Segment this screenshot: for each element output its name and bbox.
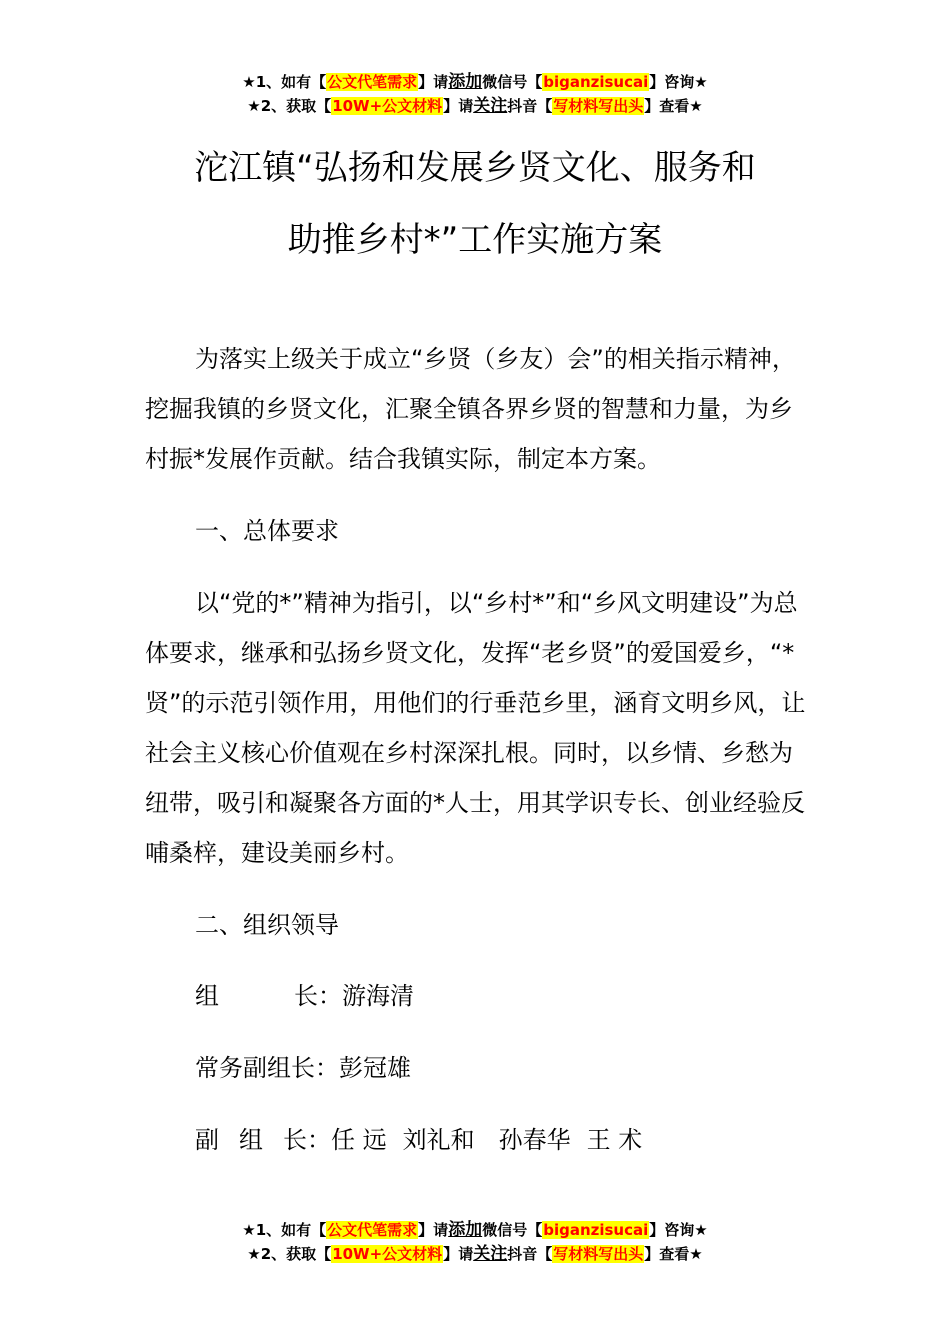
promo-text: 抖音【 <box>507 97 553 115</box>
promo-line-2 <box>0 1242 950 1266</box>
promo-line-1 <box>0 70 950 94</box>
promo-line-1 <box>0 1218 950 1242</box>
promo-banner-bottom <box>0 1218 950 1266</box>
deputies-label-char: 长： <box>283 1126 331 1154</box>
promo-text: 】请 <box>418 1221 449 1239</box>
promo-text: 】查看★ <box>644 1245 703 1263</box>
leader-label-char: 长： <box>294 982 342 1010</box>
leader-name: 游海清 <box>342 982 414 1010</box>
deputy-name: 孙春华 <box>498 1126 571 1154</box>
promo-text: 微信号【 <box>482 73 543 91</box>
promo-douyin-id: 写材料写出头 <box>553 1245 644 1263</box>
promo-text: ★1、如有【 <box>242 73 327 91</box>
promo-highlight: 10W+公文材料 <box>332 1245 443 1263</box>
promo-text: 】请 <box>418 73 449 91</box>
promo-highlight: 10W+公文材料 <box>332 97 443 115</box>
deputies-row <box>195 1115 642 1165</box>
leader-label-char: 组 <box>195 982 219 1010</box>
promo-text: 】查看★ <box>644 97 703 115</box>
document-title-line-2: 助推乡村*”工作实施方案 <box>287 220 663 260</box>
section-1-heading-text: 一、总体要求 <box>195 517 339 545</box>
deputy-name: 王 术 <box>586 1126 643 1154</box>
section-2-heading-text: 二、组织领导 <box>195 911 339 939</box>
promo-text: 】咨询★ <box>649 73 708 91</box>
promo-line-2 <box>0 94 950 118</box>
intro-text: 为落实上级关于成立“乡贤（乡友）会”的相关指示精神，挖掘我镇的乡贤文化，汇聚全镇各界乡贤的智慧和力量，为乡村振*发展作贡献。结合我镇实际，制定本方案。 <box>145 345 796 473</box>
section-2-heading <box>145 900 810 950</box>
promo-highlight: 公文代笔需求 <box>327 73 418 91</box>
promo-wechat-id: biganzisucai <box>543 1221 649 1239</box>
promo-emphasis: 关注 <box>473 1244 508 1264</box>
executive-deputy-label: 常务副组长： <box>195 1054 339 1082</box>
promo-text: 】请 <box>443 97 474 115</box>
promo-text: 】请 <box>443 1245 474 1263</box>
promo-wechat-id: biganzisucai <box>543 73 649 91</box>
promo-text: 】咨询★ <box>649 1221 708 1239</box>
section-1-body <box>145 578 810 878</box>
document-title-line-1: 沱江镇“弘扬和发展乡贤文化、服务和 <box>194 148 756 188</box>
executive-deputy-name: 彭冠雄 <box>339 1054 411 1082</box>
deputy-name: 任 远 <box>331 1126 387 1154</box>
section-1-body-text: 以“党的*”精神为指引，以“乡村*”和“乡风文明建设”为总体要求，继承和弘扬乡贤文化，发挥“老乡贤”的爱国爱乡，“*贤”的示范引领作用，用他们的行垂范乡里，涵育文明乡风，让社会主义核心价值观在乡村深深扎根。同时，以乡情、乡愁为纽带，吸引和凝聚各方面的*人士，用其学识专长、创业经验反哺桑梓，建设美丽乡村。 <box>145 589 806 867</box>
intro-paragraph <box>145 334 810 484</box>
promo-emphasis: 关注 <box>473 96 508 116</box>
promo-emphasis: 添加 <box>448 72 483 92</box>
leader-row <box>195 971 414 1021</box>
promo-emphasis: 添加 <box>448 1220 483 1240</box>
deputies-label-char: 组 <box>239 1126 263 1154</box>
promo-text: 微信号【 <box>482 1221 543 1239</box>
deputies-label-char: 副 <box>195 1126 219 1154</box>
section-1-heading <box>145 506 810 556</box>
executive-deputy-row <box>195 1043 411 1093</box>
promo-text: ★2、获取【 <box>247 1245 332 1263</box>
promo-highlight: 公文代笔需求 <box>327 1221 418 1239</box>
promo-douyin-id: 写材料写出头 <box>553 97 644 115</box>
promo-text: ★1、如有【 <box>242 1221 327 1239</box>
deputy-name: 刘礼和 <box>402 1126 475 1154</box>
promo-banner-top <box>0 70 950 118</box>
promo-text: 抖音【 <box>507 1245 553 1263</box>
promo-text: ★2、获取【 <box>247 97 332 115</box>
